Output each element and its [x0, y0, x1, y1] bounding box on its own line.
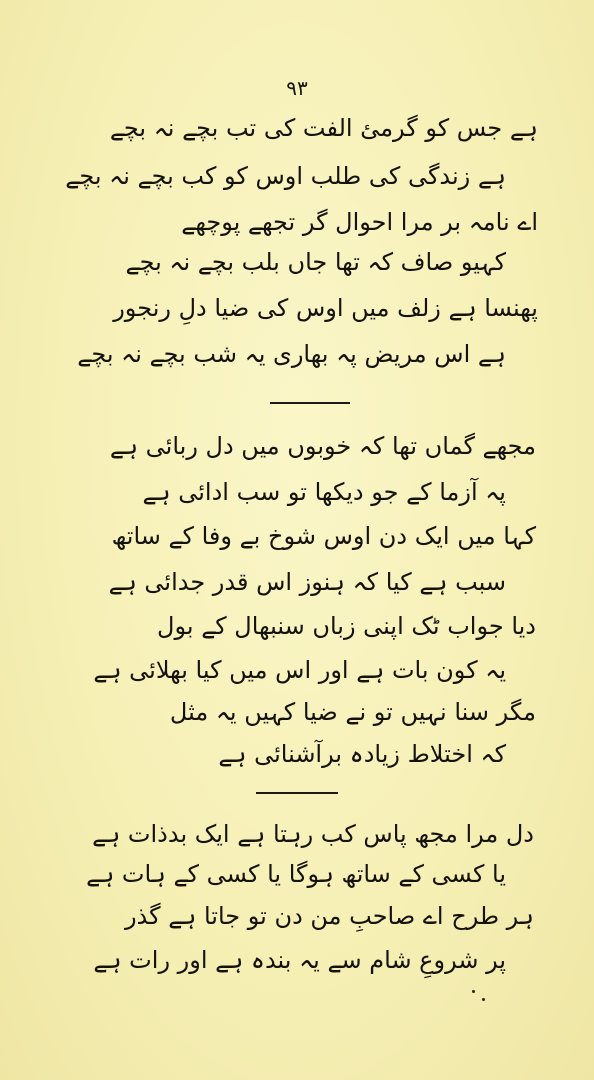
page-number: ۹۳ — [286, 76, 308, 100]
verse-line: کہیو صاف کہ تھا جاں بلب بچے نہ بچے — [125, 248, 506, 276]
verse-line: ہے اس مریض پہ بھاری یہ شب بچے نہ بچے — [77, 340, 506, 368]
stanza-divider — [256, 792, 338, 794]
verse-line: دیا جواب ٹک اپنی زباں سنبھال کے بول — [157, 612, 536, 640]
verse-line: ہے جس کو گرمئ الفت کی تب بچے نہ بچے — [109, 114, 538, 142]
verse-line: مجھے گماں تھا کہ خوبوں میں دل ربائی ہے — [109, 432, 536, 460]
print-speck — [482, 998, 485, 1001]
verse-line: کہ اختلاط زیادہ برآشنائی ہے — [218, 740, 506, 768]
verse-line: کہا میں ایک دن اوس شوخ بے وفا کے ساتھ — [111, 522, 536, 550]
verse-line: پہ آزما کے جو دیکھا تو سب ادائی ہے — [142, 478, 506, 506]
verse-line: مگر سنا نہیں تو نے ضیا کہیں یہ مثل — [169, 698, 536, 726]
verse-line: یا کسی کے ساتھ ہوگا یا کسی کے ہات ہے — [86, 860, 506, 888]
print-speck — [472, 990, 475, 993]
verse-line: پر شروعِ شام سے یہ بندہ ہے اور رات ہے — [93, 946, 506, 974]
verse-line: پھنسا ہے زلف میں اوس کی ضیا دلِ رنجور — [113, 294, 538, 322]
verse-line: یہ کون بات ہے اور اس میں کیا بھلائی ہے — [93, 656, 506, 684]
verse-line: دل مرا مجھ پاس کب رہتا ہے ایک بدذات ہے — [92, 820, 534, 848]
verse-line: سبب ہے کیا کہ ہنوز اس قدر جدائی ہے — [108, 568, 506, 596]
verse-line: اے نامہ بر مرا احوال گر تجھے پوچھے — [181, 208, 538, 236]
verse-line: ہر طرح اے صاحبِ من دن تو جاتا ہے گذر — [124, 902, 534, 930]
stanza-divider — [270, 402, 350, 404]
verse-line: ہے زندگی کی طلب اوس کو کب بچے نہ بچے — [65, 162, 506, 190]
